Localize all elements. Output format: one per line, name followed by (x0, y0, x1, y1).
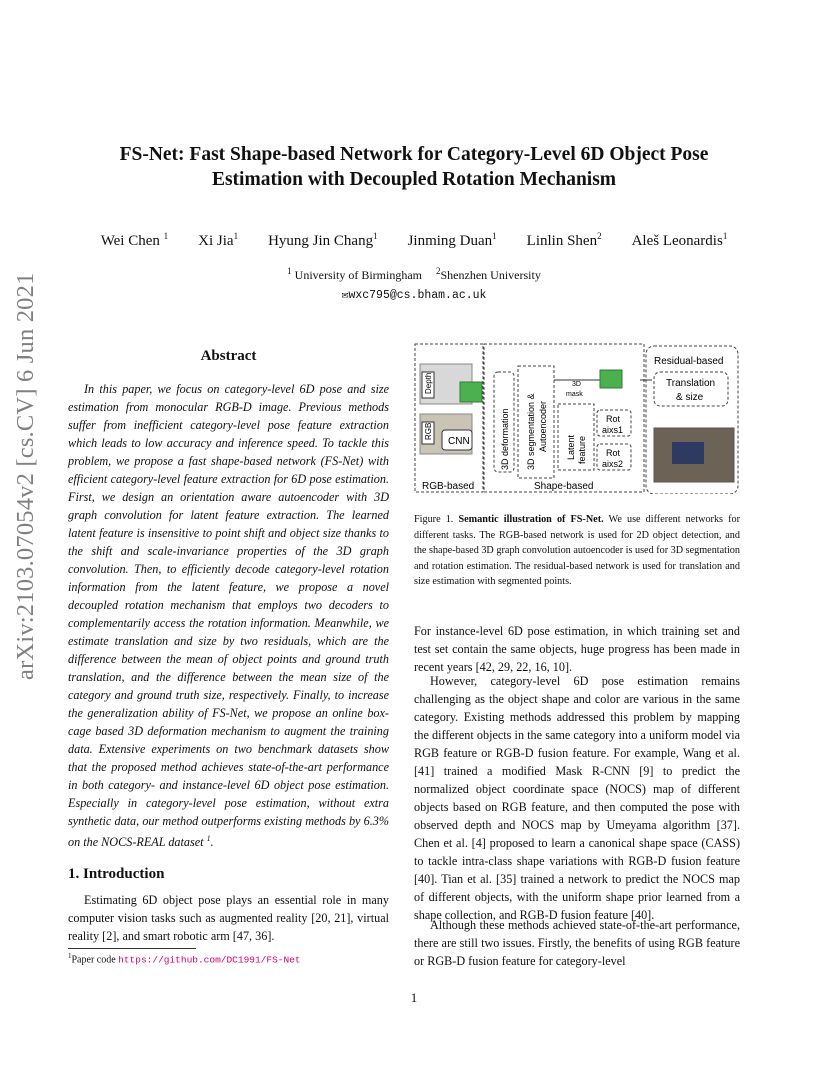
translation-label: Translation (666, 378, 716, 389)
laptop-shape (672, 442, 704, 464)
author: Linlin Shen$^2$ (526, 231, 602, 249)
author: Xi Jia$^1$ (198, 231, 239, 249)
title-line-1: FS-Net: Fast Shape-based Network for Category-Level 6D Object Pose (119, 144, 709, 165)
introduction-paragraph: Estimating 6D object pose plays an essential role in many computer vision tasks such as augmented reality [20, 21], virtual reality [2], and smart robotic arm [47, 36]. (68, 893, 389, 943)
figure-1-diagram (414, 342, 740, 494)
code-link[interactable]: https://github.com/DC1991/FS-Net (118, 954, 301, 966)
depth-label: Depth (424, 372, 433, 394)
mask-label-2: mask (566, 391, 583, 398)
author-list (60, 233, 768, 250)
author: Jinming Duan$^1$ (407, 231, 497, 249)
title-line-2: Estimation with Decoupled Rotation Mechanism (211, 169, 617, 190)
rot-2-sub: aixs2 (602, 459, 624, 469)
abstract-heading: Abstract (200, 348, 257, 364)
rot-1-sub: aixs1 (602, 425, 624, 435)
rgb-based-label: RGB-based (422, 481, 475, 492)
footnote-divider (68, 948, 196, 949)
abstract-body: In this paper, we focus on category-level 6D pose and size estimation from monocular RGB-D image. Previous methods suffer from inefficient category-level pose feature extraction which leads to low accuracy and inference speed. To tackle this problem, we propose a fast shape-based network (FS-Net) with efficient category-level feature extraction for 6D pose estimation. First, we design an orientation aware autoencoder with 3D graph convolution for latent feature extraction. The learned latent feature is insensitive to point shift and object size thanks to the shift and scale-invariance properties of the 3D graph convolution. Then, to efficiently decode category-level rotation information from the latent feature, we propose a novel decoupled rotation mechanism that employs two decoders to complementarily access the rotation information. Meanwhile, we estimate translation and size by two residuals, which are the difference between the mean of object points and ground truth translation, and the difference between the mean size of the category and ground truth size, respectively. Finally, to increase the generalization ability of FS-Net, we propose an online box-cage based 3D deformation mechanism to augment the training data. Extensive experiments on two benchmark datasets show that the proposed method achieves state-of-the-art performance in both category- and instance-level 6D object pose estimation. Especially in category-level pose estimation, without extra synthetic data, our method outperforms existing methods by 6.3% on the NOCS-REAL dataset $^1$. (68, 382, 389, 850)
size-label: & size (676, 392, 704, 403)
author: Hyung Jin Chang$^1$ (268, 231, 378, 249)
mask-label-1: 3D (572, 381, 581, 388)
shape-based-label: Shape-based (534, 481, 594, 492)
object-points-thumb (460, 382, 482, 402)
rot-2-label: Rot (606, 448, 621, 458)
body-paragraph-1: For instance-level 6D pose estimation, in which training set and test set contain the same objects, huge progress has been made in recent years [42, 29, 22, 16, 10]. (414, 624, 740, 674)
segmentation-label-1: 3D segmentation & (526, 393, 536, 470)
latent-label-1: Latent (566, 434, 576, 460)
author: Wei Chen $^1$ (100, 231, 169, 249)
page-number: 1 (410, 990, 418, 1005)
latent-label-2: feature (577, 435, 587, 464)
residual-based-label: Residual-based (654, 356, 724, 367)
masked-points-thumb (600, 370, 622, 388)
rot-1-label: Rot (606, 414, 621, 424)
contact-email[interactable]: ✉wxc795@cs.bham.ac.uk (341, 289, 487, 302)
body-paragraph-3: Although these methods achieved state-of-the-art performance, there are still two issues. Firstly, the benefits of using RGB feature or RGB-D fusion feature for category-level (414, 918, 740, 968)
cnn-label: CNN (448, 436, 470, 447)
affiliations: $^1$ University of Birmingham $^2$Shenzhen University (287, 266, 541, 282)
author: Aleš Leonardis$^1$ (631, 231, 728, 249)
deformation-label: 3D deformation (500, 408, 510, 470)
figure-caption: Figure 1. Semantic illustration of FS-Net. We use different networks for different tasks. The RGB-based network is used for 2D object detection, and the shape-based 3D graph convolution autoencoder is used for 3D segmentation and rotation estimation. The residual-based network is used for translation and size estimation with segmented points. (414, 514, 740, 587)
body-paragraph-2: However, category-level 6D pose estimation remains challenging as the object shape and color are various in the same category. Existing methods addressed this problem by mapping the different objects in the same category into a uniform model via RGB feature or RGB-D fusion feature. For example, Wang et al. [41] trained a modified Mask R-CNN [9] to predict the normalized object coordinate space (NOCS) map of different objects based on RGB feature, and then computed the pose with observed depth and NOCS map by Umeyama algorithm [37]. Chen et al. [4] proposed to learn a canonical shape space (CASS) to tackle intra-class shape variations with RGB-D fusion feature [40]. Tian et al. [35] trained a network to predict the NOCS map of different objects, with the uniform shape prior learned from a shape collection, and RGB-D fusion feature [40]. (414, 674, 740, 922)
rgb-label: RGB (424, 422, 433, 440)
paper-title (60, 142, 768, 192)
segmentation-label-2: Autoencoder (538, 400, 548, 452)
footnote: $^1$Paper code https://github.com/DC1991/FS-Net (68, 952, 301, 966)
latent-feature-box (558, 404, 594, 470)
autoencoder-box (518, 366, 554, 478)
section-heading-introduction: 1. Introduction (68, 866, 165, 882)
arxiv-identifier: arXiv:2103.07054v2 [cs.CV] 6 Jun 2021 (12, 272, 39, 680)
